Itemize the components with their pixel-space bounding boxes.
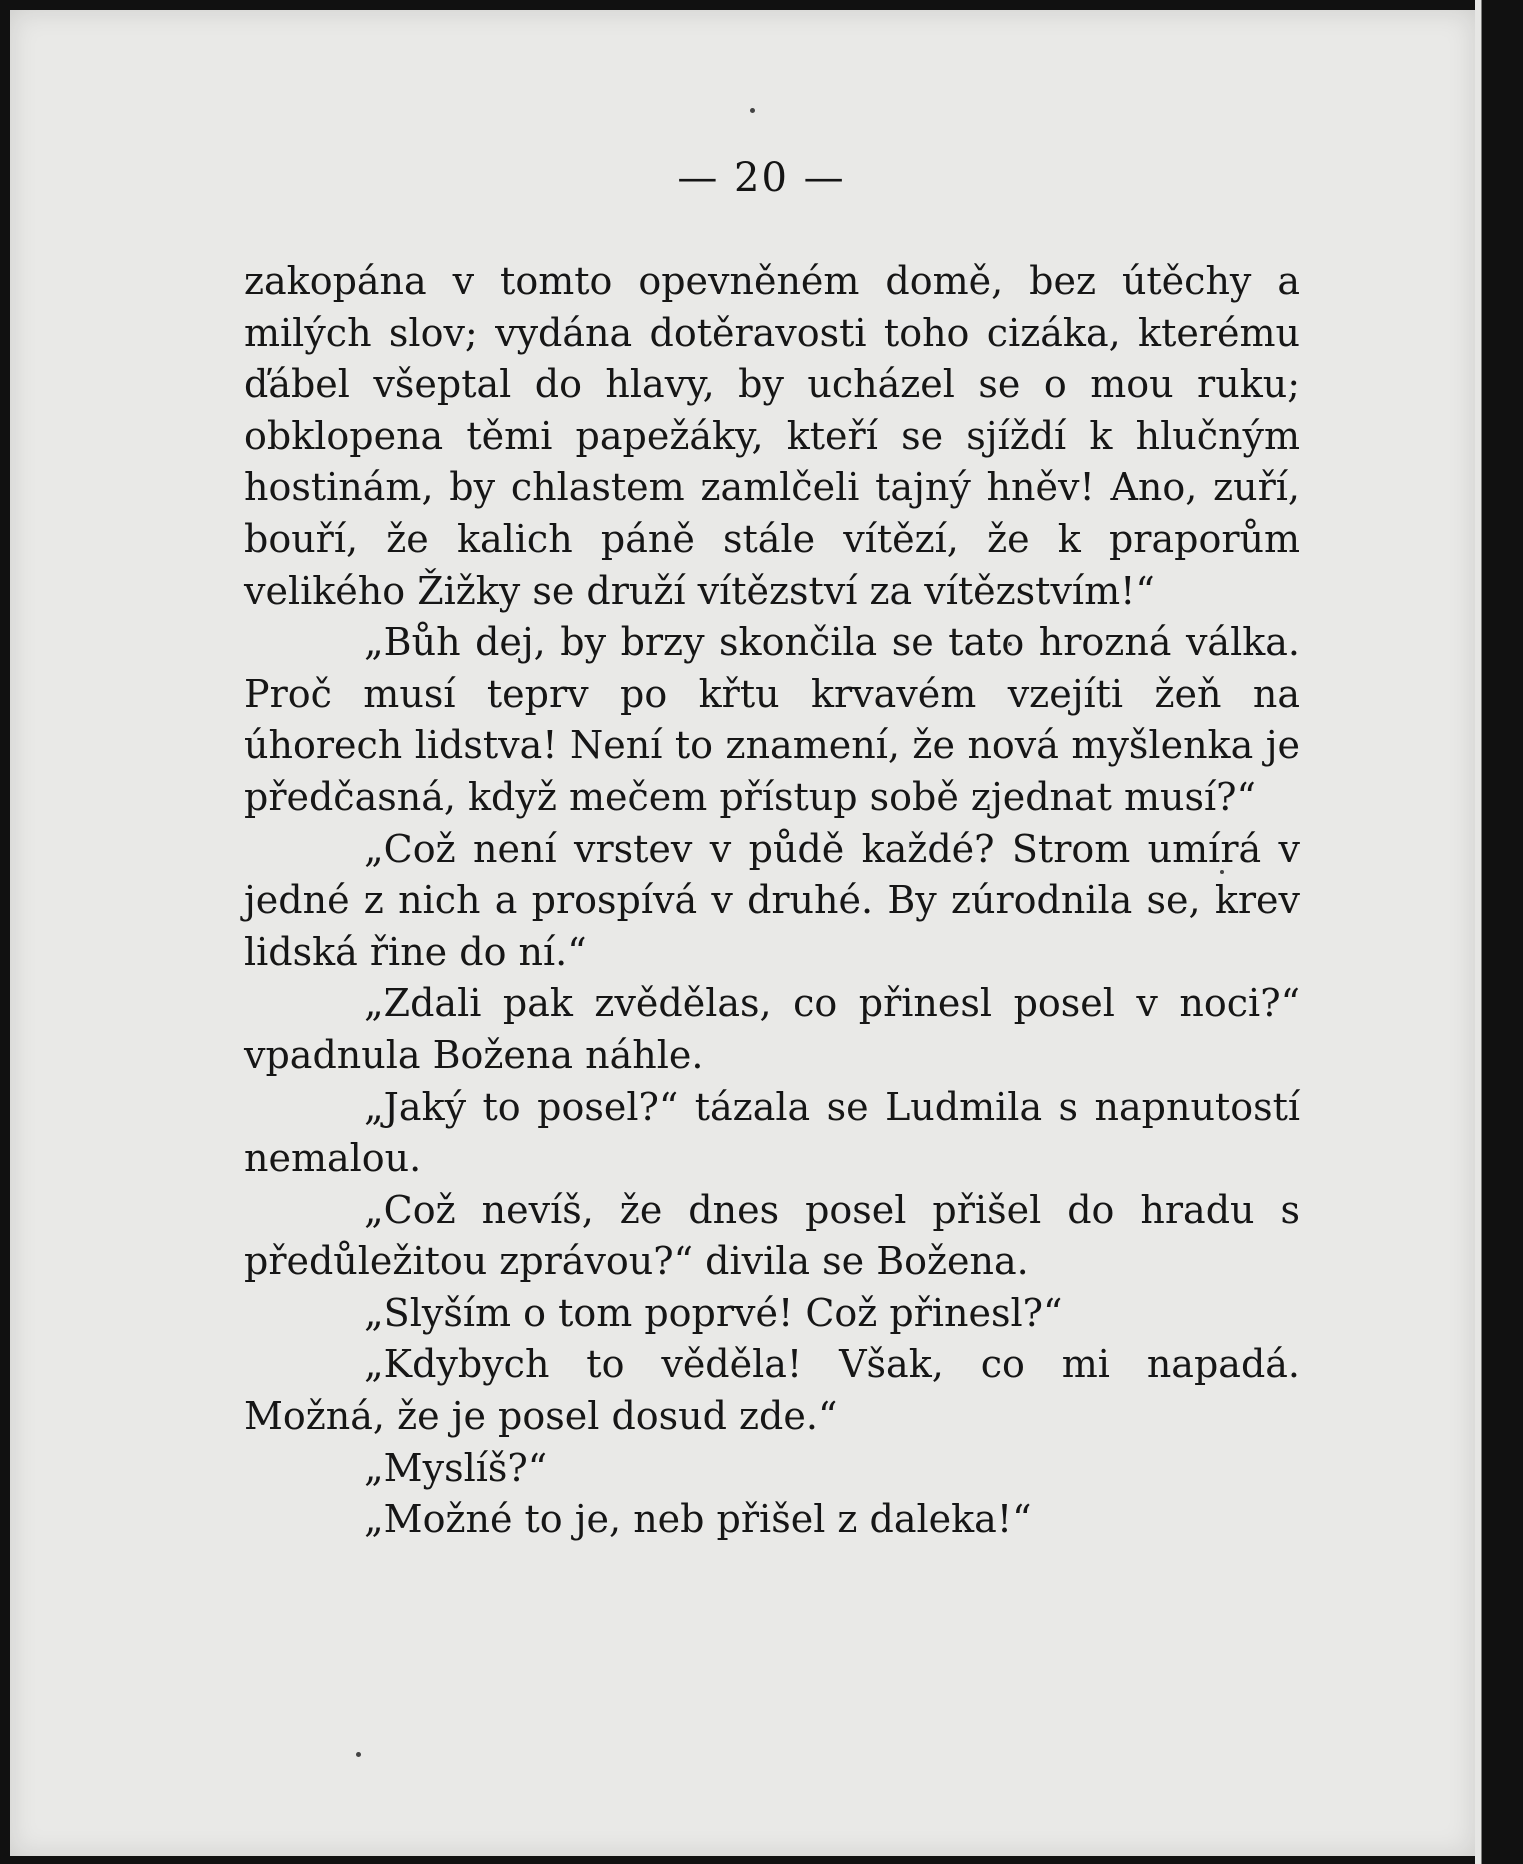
paragraph: „Možné to je, neb přišel z daleka!“: [364, 1497, 1032, 1542]
paragraph: „Jaký to posel?“ tázala se Ludmila s napnutostí nemalou.: [244, 1084, 1300, 1181]
paragraph: „Slyším o tom poprvé! Což přinesl?“: [364, 1290, 1063, 1335]
page-edge-shadow: [1475, 0, 1523, 1864]
paper-speck: [750, 108, 755, 113]
paragraph: „Kdybych to věděla! Však, co mi napadá. Možná, že je posel dosud zde.“: [244, 1342, 1300, 1439]
page-number: — 20 —: [677, 155, 846, 201]
paragraph: „Bůh dej, by brzy skončila se tato hrozná válka. Proč musí teprv po křtu krvavém vzejíti žeň na úhorech lidstva! Není to znamení, že nová myšlenka je předčasná, když mečem přístup sobě zjednat musí?“: [244, 620, 1300, 819]
paragraph: zakopána v tomto opevněném domě, bez útěchy a milých slov; vydána dotěravosti toho cizáka, kterému ďábel všeptal do hlavy, by ucházel se o mou ruku; obklopena těmi papežáky, kteří se sjíždí k hlučným hostinám, by chlastem zamlčeli tajný hněv! Ano, zuří, bouří, že kalich páně stále vítězí, že k praporům velikého Žižky se druží vítězství za vítězstvím!“: [244, 259, 1300, 613]
paragraph: „Myslíš?“: [364, 1445, 548, 1490]
paragraph: „Zdali pak zvědělas, co přinesl posel v noci?“ vpadnula Božena náhle.: [244, 981, 1300, 1077]
paper-speck: [356, 1752, 361, 1757]
paragraph: „Což není vrstev v půdě každé? Strom umírá v jedné z nich a prospívá v druhé. By zúrodnila se, krev lidská řine do ní.“: [244, 826, 1300, 974]
body-text: [244, 256, 1300, 1546]
paragraph: „Což nevíš, že dnes posel přišel do hradu s předůležitou zprávou?“ divila se Božena.: [244, 1187, 1300, 1284]
